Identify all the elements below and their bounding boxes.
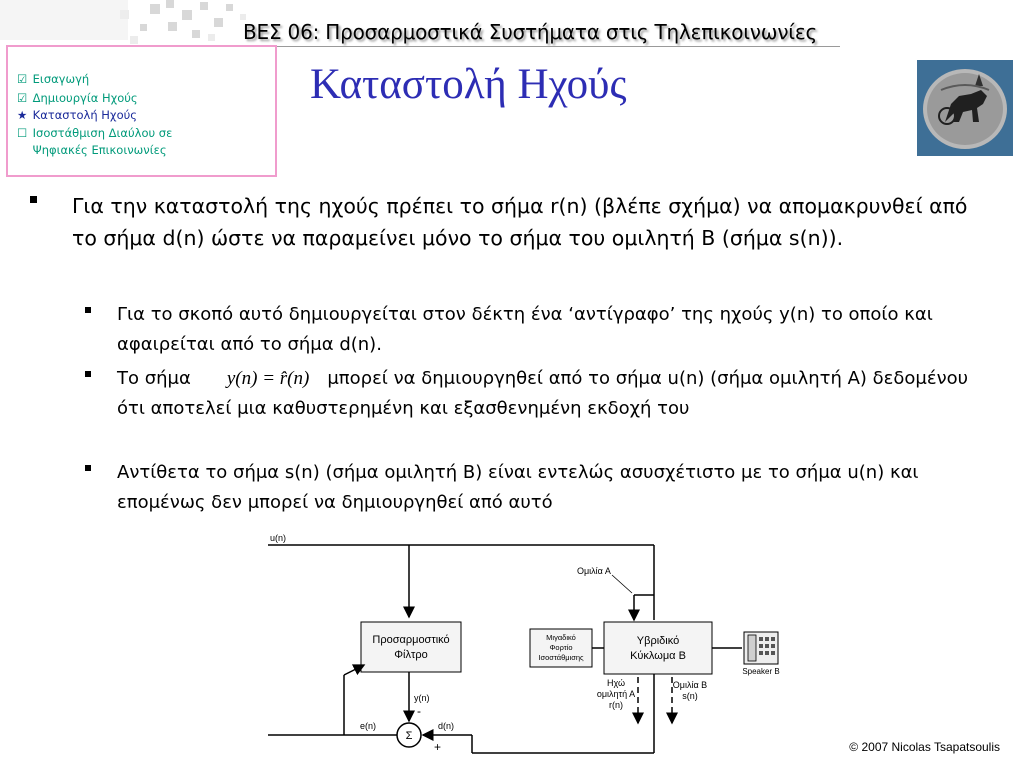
toc-item-label: Δημιουργία Ηχούς	[32, 91, 138, 105]
d-signal-label: d(n)	[438, 721, 455, 731]
sum-symbol: Σ	[405, 730, 413, 742]
balance-load-label: Φορτίο	[549, 643, 573, 652]
sub-bullet-text	[117, 364, 987, 424]
u-signal-label: u(n)	[270, 533, 287, 543]
toc-item-label: Ψηφιακές Επικοινωνίες	[32, 143, 167, 157]
sub-bullet-suffix: μπορεί να δημιουργηθεί από το σήμα u(n) (σήμα ομιλητή Α) δεδομένου ότι αποτελεί μια καθυστερημένη και εξασθενημένη εκδοχή του	[117, 368, 969, 419]
speech-b-label: Ομιλία Β	[672, 680, 708, 690]
sub-bullet-text: Αντίθετα το σήμα s(n) (σήμα ομιλητή Β) είναι εντελώς ασυσχέτιστο με το σήμα u(n) και επομένως δεν μπορεί να δημιουργηθεί από αυτό	[117, 462, 919, 513]
checkbox-checked-icon: ☑	[17, 72, 28, 86]
toc-item-intro[interactable]	[17, 72, 89, 86]
main-bullet-text: Για την καταστολή της ηχούς πρέπει το σήμα r(n) (βλέπε σχήμα) να απομακρυνθεί από το σήμα d(n) ώστε να παραμείνει μόνο το σήμα του ομιλητή Β (σήμα s(n)).	[72, 194, 968, 250]
echo-label: r(n)	[609, 700, 623, 710]
square-bullet-icon	[30, 196, 37, 203]
square-bullet-icon	[85, 371, 91, 377]
hybrid-circuit-box	[604, 622, 712, 674]
y-signal-label: y(n)	[414, 693, 430, 703]
header-divider	[230, 46, 840, 47]
square-bullet-icon	[85, 465, 91, 471]
star-icon: ★	[17, 108, 28, 122]
course-title: ΒΕΣ 06: Προσαρμοστικά Συστήματα στις Τηλεπικοινωνίες	[243, 20, 818, 44]
adaptive-filter-label: Φίλτρο	[394, 649, 428, 661]
speech-a-pointer	[612, 575, 632, 593]
toc-item-echo-generation[interactable]	[17, 91, 138, 105]
slide-title: Καταστολή Ηχούς	[310, 61, 627, 108]
sub-bullet-text: Για το σκοπό αυτό δημιουργείται στον δέκτη ένα ‘αντίγραφο’ της ηχούς y(n) το οποίο και αφαιρείται από το σήμα d(n).	[117, 304, 933, 355]
toc-item-label: Εισαγωγή	[32, 72, 90, 86]
checkbox-empty-icon: ☐	[17, 126, 28, 140]
speech-a-label: Ομιλία Α	[577, 566, 611, 576]
minus-sign: -	[417, 704, 421, 718]
sub-bullet-prefix: Το σήμα	[117, 368, 191, 389]
speech-b-label: s(n)	[682, 691, 698, 701]
checkbox-checked-icon: ☑	[17, 91, 28, 105]
adaptive-filter-label: Προσαρμοστικό	[372, 634, 450, 646]
square-bullet-icon	[85, 307, 91, 313]
toc-box	[6, 45, 277, 177]
toc-item-channel-equalization[interactable]	[17, 126, 172, 140]
toc-item-label: Ισοστάθμιση Διαύλου σε	[32, 126, 173, 140]
balance-load-label: Μιγαδικό	[546, 633, 576, 642]
speaker-b-label: Speaker B	[742, 667, 780, 676]
copyright-footer: © 2007 Nicolas Tsapatsoulis	[849, 740, 1000, 754]
formula-y-equals-r-hat: y(n) = r̂(n)	[226, 368, 310, 389]
hybrid-circuit-label: Κύκλωμα Β	[630, 650, 686, 662]
toc-item-echo-cancellation[interactable]	[17, 108, 137, 122]
hybrid-circuit-label: Υβριδικό	[636, 635, 680, 647]
plus-sign: +	[434, 740, 442, 754]
echo-canceller-diagram	[254, 525, 814, 768]
toc-item-label: Καταστολή Ηχούς	[32, 108, 138, 122]
e-signal-label: e(n)	[360, 721, 377, 731]
adaptive-filter-box	[361, 622, 461, 672]
echo-label: Ηχώ	[606, 678, 626, 688]
toc-item-digital-communications[interactable]	[17, 143, 167, 157]
ancient-coin-image	[917, 60, 1013, 156]
telephone-icon	[744, 632, 778, 664]
echo-label: ομιλητή Α	[596, 689, 636, 699]
balance-load-label: Ισοστάθμισης	[538, 653, 584, 662]
